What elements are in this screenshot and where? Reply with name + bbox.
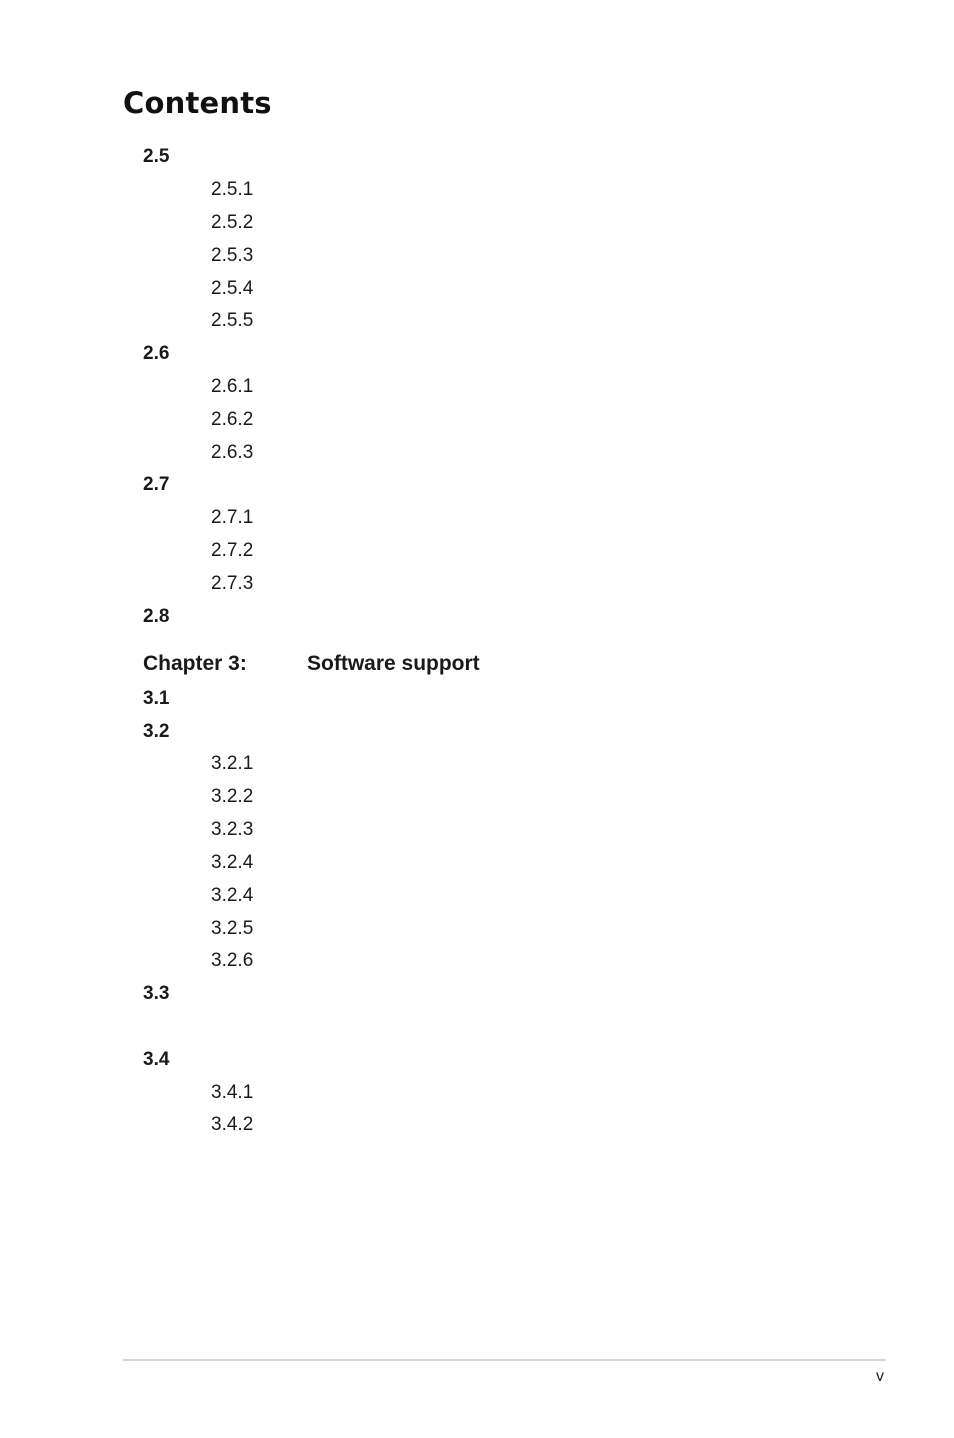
toc-entry-number: 2.6.1 [211, 376, 254, 397]
toc-entry-number: 2.5.4 [211, 278, 254, 299]
toc-entry-number: 2.7 [143, 474, 170, 495]
toc-entry-number: 3.1 [143, 688, 170, 709]
toc-entry-number: 2.5.1 [211, 179, 254, 200]
toc-entry-number: 3.4.2 [211, 1114, 254, 1135]
toc-entry-number: 3.2.4 [211, 852, 254, 873]
toc-entry-number: 2.7.2 [211, 540, 254, 561]
toc-entry-number: 2.6.2 [211, 409, 254, 430]
chapter-label: Chapter 3: [143, 652, 247, 675]
toc-entry-number: 2.6 [143, 343, 170, 364]
page-title: Contents [123, 86, 272, 120]
toc-entry-number: 2.7.1 [211, 507, 254, 528]
toc-entry-number: 2.6.3 [211, 442, 254, 463]
toc-entry-number: 3.2.5 [211, 918, 254, 939]
toc-entry-number: 3.2.1 [211, 753, 254, 774]
toc-entry-number: 2.5.2 [211, 212, 254, 233]
toc-entry-number: 2.5 [143, 146, 170, 167]
footer-divider [123, 1359, 886, 1361]
toc-entry-number: 3.4 [143, 1049, 170, 1070]
toc-entry-number: 2.5.5 [211, 310, 254, 331]
page-number: v [876, 1368, 884, 1385]
toc-entry-number: 2.7.3 [211, 573, 254, 594]
toc-entry-number: 3.2.4 [211, 885, 254, 906]
chapter-title: Software support [307, 652, 480, 675]
toc-entry-number: 3.4.1 [211, 1082, 254, 1103]
toc-entry-number: 3.2.3 [211, 819, 254, 840]
toc-entry-number: 3.2.6 [211, 950, 254, 971]
toc-entry-number: 3.2.2 [211, 786, 254, 807]
toc-entry-number: 3.2 [143, 721, 170, 742]
toc-entry-number: 2.5.3 [211, 245, 254, 266]
toc-entry-number: 2.8 [143, 606, 170, 627]
toc-entry-number: 3.3 [143, 983, 170, 1004]
